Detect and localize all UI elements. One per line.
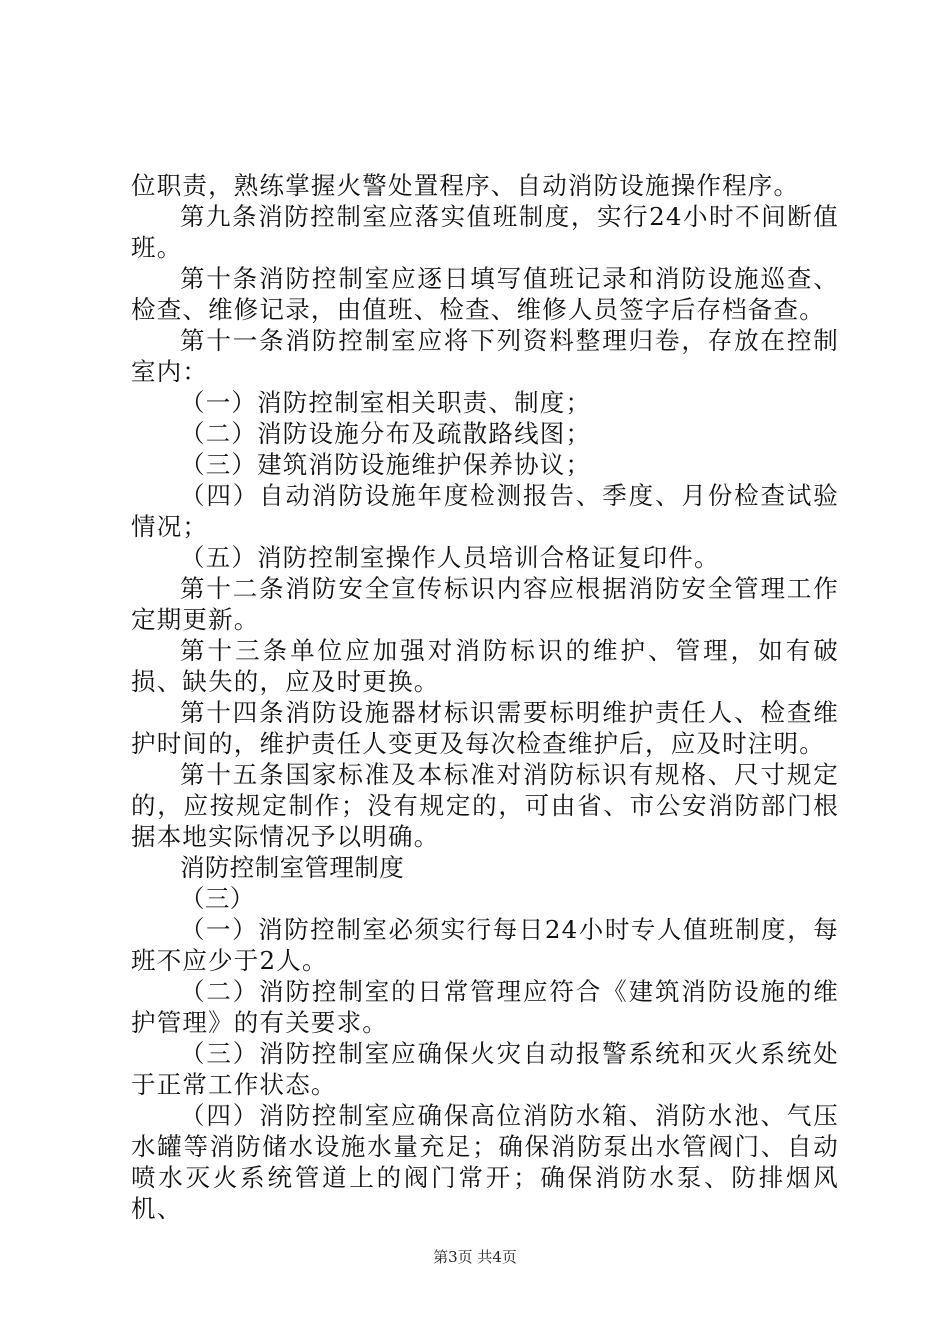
article-14: 第十四条消防设施器材标识需要标明维护责任人、检查维护时间的，维护责任人变更及每次检查维护后，应及时注明。 (131, 698, 839, 758)
rule-1: （一）消防控制室必须实行每日24小时专人值班制度，每班不应少于2人。 (131, 915, 839, 975)
article-11: 第十一条消防控制室应将下列资料整理归卷，存放在控制室内： (131, 326, 839, 386)
list-item-3: （三）建筑消防设施维护保养协议； (180, 450, 592, 479)
list-item-1: （一）消防控制室相关职责、制度； (180, 388, 592, 417)
rule-3: （三）消防控制室应确保火灾自动报警系统和灭火系统处于正常工作状态。 (131, 1039, 839, 1099)
list-item-2: （二）消防设施分布及疏散路线图； (180, 419, 592, 448)
article-13: 第十三条单位应加强对消防标识的维护、管理，如有破损、缺失的，应及时更换。 (131, 636, 839, 696)
article-10: 第十条消防控制室应逐日填写值班记录和消防设施巡查、检查、维修记录，由值班、检查、维修人员签字后存档备查。 (131, 264, 839, 324)
article-12: 第十二条消防安全宣传标识内容应根据消防安全管理工作定期更新。 (131, 574, 839, 634)
section-title: 消防控制室管理制度 (180, 853, 405, 882)
document-body (131, 170, 839, 1224)
article-9: 第九条消防控制室应落实值班制度，实行24小时不间断值班。 (131, 202, 839, 262)
rule-2: （二）消防控制室的日常管理应符合《建筑消防设施的维护管理》的有关要求。 (131, 977, 839, 1037)
rule-4: （四）消防控制室应确保高位消防水箱、消防水池、气压水罐等消防储水设施水量充足；确保消防泵出水管阀门、自动喷水灭火系统管道上的阀门常开；确保消防水泵、防排烟风机、 (131, 1101, 839, 1223)
section-number: （三） (180, 884, 255, 913)
paragraph-continuation: 位职责，熟练掌握火警处置程序、自动消防设施操作程序。 (131, 171, 800, 200)
page-number-label: 第3页 共4页 (433, 1248, 517, 1266)
article-15: 第十五条国家标准及本标准对消防标识有规格、尺寸规定的，应按规定制作；没有规定的，可由省、市公安消防部门根据本地实际情况予以明确。 (131, 760, 839, 851)
page-footer (0, 1246, 950, 1267)
list-item-4: （四）自动消防设施年度检测报告、季度、月份检查试验情况； (131, 481, 839, 541)
list-item-5: （五）消防控制室操作人员培训合格证复印件。 (180, 543, 720, 572)
